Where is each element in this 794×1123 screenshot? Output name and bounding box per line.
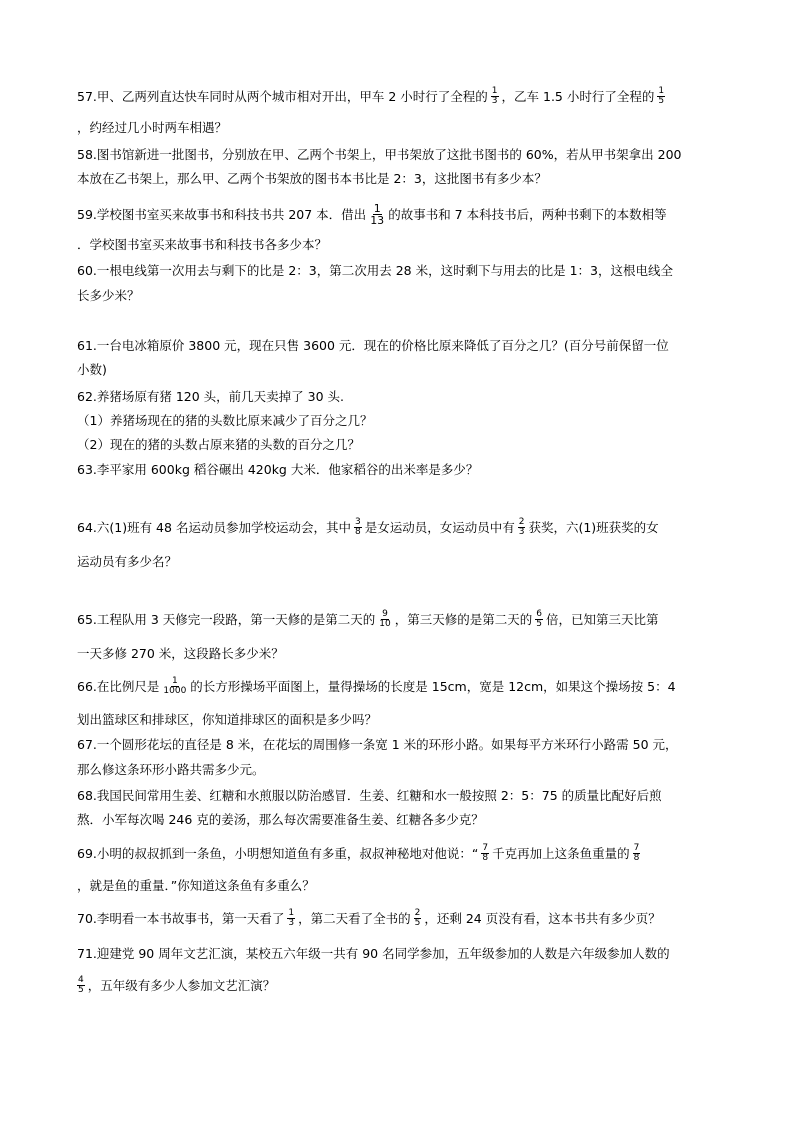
- fraction-denominator: 5: [658, 96, 665, 106]
- fraction: [378, 610, 391, 629]
- fraction-denominator: 5: [536, 619, 542, 629]
- fraction-numerator: 1: [288, 908, 295, 918]
- fraction: [77, 976, 85, 995]
- fraction-numerator: 9: [382, 609, 388, 619]
- fraction: [287, 909, 295, 928]
- fraction: [633, 844, 641, 863]
- fraction-denominator: 8: [633, 853, 640, 863]
- fraction-denominator: 3: [518, 527, 525, 537]
- fraction: [414, 909, 422, 928]
- problem-66-line-2: 划出篮球区和排球区，你知道排球区的面积是多少吗？: [77, 712, 378, 727]
- fraction: [369, 203, 385, 226]
- problem-69-line-1: [77, 845, 643, 864]
- problem-64-text-c: 获奖，六(1)班获奖的女: [528, 520, 659, 535]
- problem-66-text-a: 66.在比例尺是: [77, 679, 160, 694]
- problem-70-text-a: 70.李明看一本书故事书，第一天看了: [77, 911, 285, 926]
- problem-62-line-2: （1）养猪场现在的猪的头数比原来减少了百分之几？: [77, 413, 373, 428]
- problem-60-line-2: 长多少米？: [77, 288, 140, 303]
- problem-64-text-b: 是女运动员，女运动员中有: [364, 520, 515, 535]
- problem-65-text-a: 65.工程队用 3 天修完一段路，第一天修的是第二天的: [77, 612, 376, 627]
- fraction-numerator: 2: [518, 517, 525, 527]
- problem-68-line-2: 熬．小军每次喝 246 克的姜汤，那么每次需要准备生姜、红糖各多少克？: [77, 812, 484, 827]
- fraction-numerator: 1: [658, 86, 665, 96]
- problem-61-line-2: 小数): [77, 362, 107, 377]
- problem-59-text-b: 的故事书和 7 本科技书后，两种书剩下的本数相等: [388, 207, 667, 222]
- fraction: [535, 610, 543, 629]
- problem-66-text-b: 的长方形操场平面图上，量得操场的长度是 15cm，宽是 12cm，如果这个操场按 5：4: [190, 679, 676, 694]
- fraction-numerator: 4: [78, 975, 84, 985]
- fraction: [162, 677, 187, 696]
- problem-69-line-2: ，就是鱼的重量．”你知道这条鱼有多重么？: [77, 878, 315, 893]
- problem-64-line-1: [77, 519, 659, 538]
- problem-62-line-1: 62.养猪场原有猪 120 头，前几天卖掉了 30 头.: [77, 389, 345, 404]
- fraction: [518, 518, 526, 537]
- problem-64-line-2: 运动员有多少名？: [77, 554, 178, 569]
- problem-59-line-2: ．学校图书室买来故事书和科技书各多少本？: [77, 237, 328, 252]
- problem-68-line-1: 68.我国民间常用生姜、红糖和水煎服以防治感冒．生姜、红糖和水一般按照 2：5：75 的质量比配好后煎: [77, 788, 662, 803]
- problem-71-text-b: ，五年级有多少人参加文艺汇演？: [87, 978, 276, 993]
- problem-61-line-1: 61.一台电冰箱原价 3800 元，现在只售 3600 元．现在的价格比原来降低了百分之几？(百分号前保留一位: [77, 338, 669, 353]
- fraction-numerator: 1: [373, 202, 381, 215]
- problem-62-line-3: （2）现在的猪的头数占原来猪的头数的百分之几？: [77, 437, 360, 452]
- fraction-numerator: 7: [633, 843, 640, 853]
- fraction-numerator: 7: [482, 843, 489, 853]
- problem-57-text-a: 57.甲、乙两列直达快车同时从两个城市相对开出，甲车 2 小时行了全程的: [77, 89, 488, 104]
- problem-64-text-a: 64.六(1)班有 48 名运动员参加学校运动会，其中: [77, 520, 351, 535]
- problem-57-line-1: [77, 88, 668, 107]
- problem-63-line-1: 63.李平家用 600kg 稻谷碾出 420kg 大米．他家稻谷的出米率是多少？: [77, 462, 479, 477]
- fraction: [657, 87, 665, 106]
- problem-70-line-1: [77, 910, 661, 929]
- fraction-denominator: 3: [491, 96, 498, 106]
- fraction: [491, 87, 499, 106]
- problem-58-line-2: 本放在乙书架上，那么甲、乙两个书架放的图书本书比是 2：3，这批图书有多少本？: [77, 171, 547, 186]
- fraction-denominator: 3: [288, 918, 295, 928]
- problem-59-text-a: 59.学校图书室买来故事书和科技书共 207 本．借出: [77, 207, 367, 222]
- problem-69-text-a: 69.小明的叔叔抓到一条鱼，小明想知道鱼有多重，叔叔神秘地对他说：“: [77, 846, 479, 861]
- fraction-numerator: 3: [354, 517, 361, 527]
- fraction: [481, 844, 489, 863]
- fraction-denominator: 5: [414, 918, 421, 928]
- problem-59-line-1: [77, 204, 667, 227]
- fraction-denominator: 1000: [163, 686, 187, 696]
- fraction-numerator: 1: [491, 86, 498, 96]
- problem-65-line-1: [77, 611, 659, 630]
- fraction-denominator: 13: [370, 214, 385, 227]
- problem-57-text-b: ，乙车 1.5 小时行了全程的: [501, 89, 655, 104]
- problem-65-line-2: 一天多修 270 米，这段路长多少米？: [77, 646, 284, 661]
- problem-57-line-2: ，约经过几小时两车相遇？: [77, 120, 228, 135]
- fraction: [354, 518, 362, 537]
- problem-60-line-1: 60.一根电线第一次用去与剩下的比是 2：3，第二次用去 28 米，这时剩下与用去的比是 1：3，这根电线全: [77, 263, 673, 278]
- problem-71-line-1: 71.迎建党 90 周年文艺汇演，某校五六年级一共有 90 名同学参加，五年级参加的人数是六年级参加人数的: [77, 946, 670, 961]
- fraction-denominator: 10: [379, 619, 391, 629]
- problem-70-text-c: ，还剩 24 页没有看，这本书共有多少页？: [424, 911, 661, 926]
- problem-66-line-1: [77, 678, 676, 697]
- problem-65-text-b: ，第三天修的是第二天的: [394, 612, 533, 627]
- fraction-denominator: 8: [482, 853, 489, 863]
- problem-67-line-2: 那么修这条环形小路共需多少元。: [77, 762, 265, 777]
- fraction-numerator: 2: [414, 908, 421, 918]
- fraction-denominator: 8: [354, 527, 361, 537]
- problem-70-text-b: ，第二天看了全书的: [298, 911, 411, 926]
- fraction-numerator: 6: [536, 609, 542, 619]
- fraction-denominator: 5: [78, 985, 84, 995]
- problem-71-line-2: [77, 977, 275, 996]
- fraction-numerator: 1: [171, 676, 178, 686]
- problem-67-line-1: 67.一个圆形花坛的直径是 8 米，在花坛的周围修一条宽 1 米的环形小路。如果每平方米环行小路需 50 元，: [77, 737, 678, 752]
- problem-58-line-1: 58.图书馆新进一批图书，分别放在甲、乙两个书架上，甲书架放了这批书图书的 60%，若从甲书架拿出 200: [77, 147, 682, 162]
- problem-65-text-c: 倍，已知第三天比第: [545, 612, 659, 627]
- problem-69-text-b: 千克再加上这条鱼重量的: [492, 846, 630, 861]
